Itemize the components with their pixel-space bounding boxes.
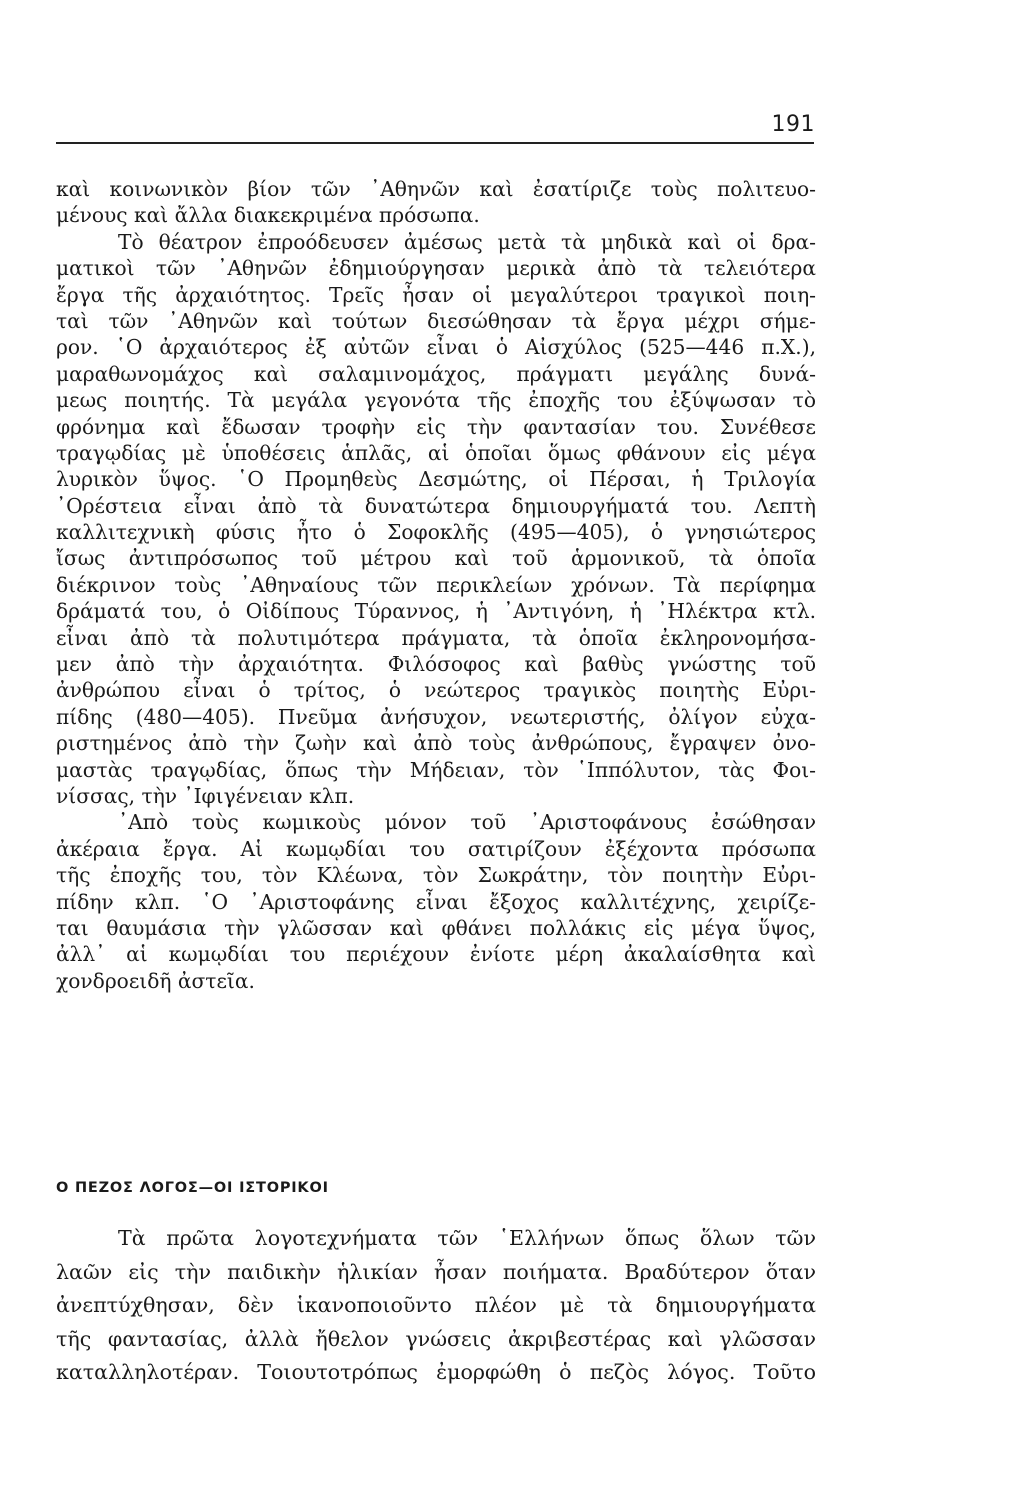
text-line: ταὶ τῶν ᾿Αθηνῶν καὶ τούτων διεσώθησαν τὰ ἔργα μέχρι σήμε- <box>56 308 816 333</box>
text-line: πίδην κλπ. ῾Ο ᾿Αριστοφάνης εἶναι ἔξοχος καλλιτέχνης, χειρίζε- <box>56 889 816 914</box>
text-line: τῆς φαντασίας, ἀλλὰ ἤθελον γνώσεις ἀκριβεστέρας καὶ γλῶσσαν <box>56 1326 816 1351</box>
text-line: ἴσως ἀντιπρόσωπος τοῦ μέτρου καὶ τοῦ ἁρμονικοῦ, τὰ ὁποῖα <box>56 546 816 571</box>
text-line: ται θαυμάσια τὴν γλῶσσαν καὶ φθάνει πολλάκις εἰς μέγα ὕψος, <box>56 915 816 940</box>
text-line: ᾿Ορέστεια εἶναι ἀπὸ τὰ δυνατώτερα δημιουργήματά του. Λεπτὴ <box>56 493 816 518</box>
text-line: λαῶν εἰς τὴν παιδικὴν ἡλικίαν ἦσαν ποιήματα. Βραδύτερον ὅταν <box>56 1259 816 1284</box>
text-line: Τὰ πρῶτα λογοτεχνήματα τῶν ῾Ελλήνων ὅπως ὅλων τῶν <box>118 1226 816 1250</box>
section-heading: Ο ΠΕΖΟΣ ΛΟΓΟΣ—ΟΙ ΙΣΤΟΡΙΚΟΙ <box>56 1180 329 1196</box>
page-number: 191 <box>771 112 815 137</box>
body-text <box>56 176 816 994</box>
text-line: μεν ἀπὸ τὴν ἀρχαιότητα. Φιλόσοφος καὶ βαθὺς γνώστης τοῦ <box>56 652 816 677</box>
text-line: μένους καὶ ἄλλα διακεκριμένα πρόσωπα. <box>56 203 480 228</box>
text-line: καταλληλοτέραν. Τοιουτοτρόπως ἐμορφώθη ὁ πεζὸς λόγος. Τοῦτο <box>56 1360 816 1384</box>
text-line: ἔργα τῆς ἀρχαιότητος. Τρεῖς ἦσαν οἱ μεγαλύτεροι τραγικοὶ ποιη- <box>56 282 816 307</box>
text-line: εἶναι ἀπὸ τὰ πολυτιμότερα πράγματα, τὰ ὁποῖα ἐκληρονομήσα- <box>56 625 816 650</box>
text-line: νίσσας, τὴν ᾿Ιφιγένειαν κλπ. <box>56 783 355 808</box>
header-rule <box>56 142 814 144</box>
text-line: ριστημένος ἀπὸ τὴν ζωὴν καὶ ἀπὸ τοὺς ἀνθρώπους, ἔγραψεν ὀνο- <box>56 731 816 756</box>
text-line: τραγῳδίας μὲ ὑποθέσεις ἁπλᾶς, αἱ ὁποῖαι ὅμως φθάνουν εἰς μέγα <box>56 440 816 465</box>
text-line: μεως ποιητής. Τὰ μεγάλα γεγονότα τῆς ἐποχῆς του ἐξύψωσαν τὸ <box>56 388 816 413</box>
text-line: δράματά του, ὁ Οἰδίπους Τύραννος, ἡ ᾿Αντιγόνη, ἡ ᾿Ηλέκτρα κτλ. <box>56 599 816 624</box>
text-line: ματικοὶ τῶν ᾿Αθηνῶν ἐδημιούργησαν μερικὰ ἀπὸ τὰ τελειότερα <box>56 256 816 281</box>
text-line: καὶ κοινωνικὸν βίον τῶν ᾿Αθηνῶν καὶ ἐσατίριζε τοὺς πολιτευο- <box>56 177 816 201</box>
text-line: μαστὰς τραγῳδίας, ὅπως τὴν Μήδειαν, τὸν ῾Ιππόλυτον, τὰς Φοι- <box>56 757 816 782</box>
text-line: μαραθωνομάχος καὶ σαλαμινομάχος, πράγματι μεγάλης δυνά- <box>56 361 816 386</box>
text-line: διέκρινον τοὺς ᾿Αθηναίους τῶν περικλείων χρόνων. Τὰ περίφημα <box>56 572 816 597</box>
section-text <box>56 1222 816 1390</box>
text-line: ἀνεπτύχθησαν, δὲν ἱκανοποιοῦντο πλέον μὲ τὰ δημιουργήματα <box>56 1293 816 1317</box>
text-line: Τὸ θέατρον ἐπροόδευσεν ἀμέσως μετὰ τὰ μηδικὰ καὶ οἱ δρα- <box>118 229 816 254</box>
text-line: ἀκέραια ἔργα. Αἱ κωμῳδίαι του σατιρίζουν ἐξέχοντα πρόσωπα <box>56 836 816 861</box>
text-line: ἀνθρώπου εἶναι ὁ τρίτος, ὁ νεώτερος τραγικὸς ποιητὴς Εὐρι- <box>56 678 816 703</box>
text-line: ρον. ῾Ο ἀρχαιότερος ἐξ αὐτῶν εἶναι ὁ Αἰσχύλος (525—446 π.Χ.), <box>56 335 816 360</box>
text-line: πίδης (480—405). Πνεῦμα ἀνήσυχον, νεωτεριστής, ὀλίγον εὐχα- <box>56 704 816 729</box>
text-line: τῆς ἐποχῆς του, τὸν Κλέωνα, τὸν Σωκράτην, τὸν ποιητὴν Εὐρι- <box>56 863 816 888</box>
text-line: καλλιτεχνικὴ φύσις ἦτο ὁ Σοφοκλῆς (495—405), ὁ γνησιώτερος <box>56 520 816 545</box>
text-line: λυρικὸν ὕψος. ῾Ο Προμηθεὺς Δεσμώτης, οἱ Πέρσαι, ἡ Τριλογία <box>56 467 816 492</box>
text-line: ἀλλ᾿ αἱ κωμῳδίαι του περιέχουν ἐνίοτε μέρη ἀκαλαίσθητα καὶ <box>56 942 816 967</box>
text-line: χονδροειδῆ ἀστεῖα. <box>56 968 255 993</box>
text-line: ᾿Απὸ τοὺς κωμικοὺς μόνον τοῦ ᾿Αριστοφάνους ἐσώθησαν <box>118 810 816 835</box>
text-line: φρόνημα καὶ ἔδωσαν τροφὴν εἰς τὴν φαντασίαν του. Συνέθεσε <box>56 414 816 439</box>
